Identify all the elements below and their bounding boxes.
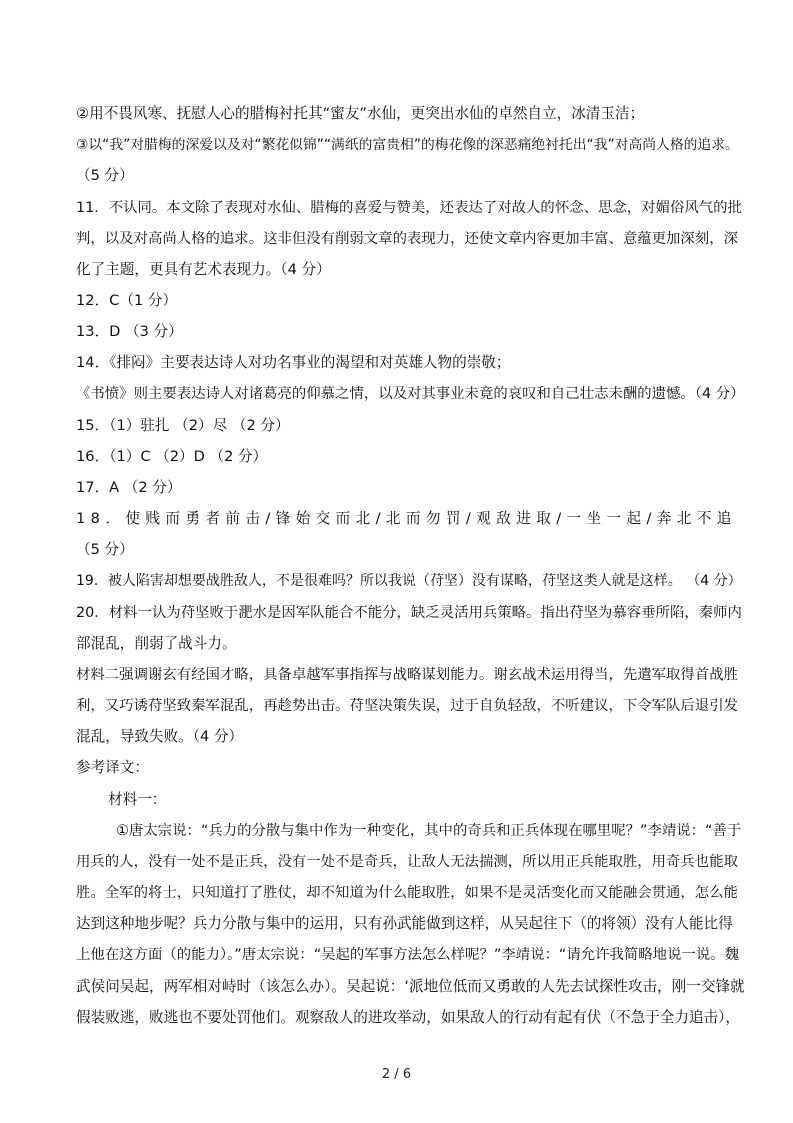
answer-20-line-1: 20．材料一认为苻坚败于淝水是因军队能合不能分，缺乏灵活用兵策略。指出苻坚为慕容垂所陷，秦师内 — [76, 605, 742, 621]
answer-line-10-3: ③以“我”对腊梅的深爱以及对“繁花似锦”“满纸的富贵相”的梅花像的深恶痛绝衬托出“我”对高尚人格的追求。 — [76, 137, 739, 153]
translation-line-1: ①唐太宗说：“兵力的分散与集中作为一种变化，其中的奇兵和正兵体现在哪里呢？”李靖说：“善于 — [116, 823, 742, 839]
answer-20-line-2: 部混乱，削弱了战斗力。 — [76, 635, 237, 652]
translation-line-3: 胜。全军的将士，只知道打了胜仗，却不知道为什么能取胜，如果不是灵活变化而又能融会贯通，怎么能 — [76, 885, 738, 901]
answer-line-10-score: （5 分） — [76, 167, 134, 184]
answer-14-line-2: 《书愤》则主要表达诗人对诸葛亮的仰慕之情，以及对其事业未竟的哀叹和自己壮志未酬的遗憾。（4 分） — [76, 386, 745, 402]
answer-18-score: （5 分） — [76, 541, 134, 558]
answer-20-line-3: 材料二强调谢玄有经国才略，具备卓越军事指挥与战略谋划能力。谢玄战术运用得当，先遣军取得首战胜 — [76, 667, 738, 683]
translation-line-6: 武侯问吴起，两军相对峙时（该怎么办）。吴起说：‘派地位低而又勇敢的人先去试探性攻击，刚一交锋就 — [76, 978, 745, 995]
translation-heading: 参考译文： — [76, 759, 149, 776]
answer-18-line-1: 18．使贱而勇者前击/锋始交而北/北而勿罚/观敌进取/一坐一起/奔北不追 — [76, 510, 737, 527]
answer-20-line-4: 利，又巧诱苻坚致秦军混乱，再趁势出击。苻坚决策失误，过于自负轻敌，不听建议，下令军队后退引发 — [76, 698, 738, 714]
translation-line-7: 假装败逃，败逃也不要处罚他们。观察敌人的进攻举动，如果敌人的行动有起有伏（不急于全力追击）， — [76, 1009, 741, 1026]
answer-16: 16．（1）C （2）D （2 分） — [76, 448, 268, 465]
translation-line-4: 达到这种地步呢？兵力分散与集中的运用，只有孙武能做到这样，从吴起往下（的将领）没有人能比得 — [76, 915, 733, 932]
translation-line-5: 上他在这方面（的能力）。”唐太宗说：“吴起的军事方法怎么样呢？”李靖说：“请允许我简略地说一说。魏 — [76, 947, 740, 963]
answer-11-line-1: 11．不认同。本文除了表现对水仙、腊梅的喜爱与赞美，还表达了对故人的怀念、思念，对媚俗风气的批 — [76, 200, 742, 216]
answer-13: 13．D （3 分） — [76, 323, 183, 340]
answer-11-line-3: 化了主题，更具有艺术表现力。（4 分） — [76, 261, 331, 278]
answer-20-line-5: 混乱，导致失败。（4 分） — [76, 728, 244, 745]
answer-15: 15．（1）驻扎 （2）尽 （2 分） — [76, 417, 290, 434]
answer-19: 19．被人陷害却想要战胜敌人，不是很难吗？所以我说（苻坚）没有谋略，苻坚这类人就是这样。 （4 分） — [76, 573, 742, 589]
answer-14-line-1: 14．《排闷》主要表达诗人对功名事业的渴望和对英雄人物的崇敬； — [76, 354, 511, 371]
answer-17: 17．A （2 分） — [76, 479, 182, 496]
answer-11-line-2: 判，以及对高尚人格的追求。这非但没有削弱文章的表现力，还使文章内容更加丰富、意蕴更加深刻，深 — [76, 231, 738, 247]
material-one-heading: 材料一： — [108, 791, 167, 808]
answer-12: 12．C（1 分） — [76, 292, 178, 309]
answer-line-10-2: ②用不畏风寒、抚慰人心的腊梅衬托其“蜜友”水仙，更突出水仙的卓然自立，冰清玉洁； — [76, 105, 645, 122]
page-number: 2 / 6 — [381, 1067, 412, 1082]
translation-line-2: 用兵的人，没有一处不是正兵，没有一处不是奇兵，让敌人无法揣测，所以用正兵能取胜，用奇兵也能取 — [76, 854, 738, 870]
